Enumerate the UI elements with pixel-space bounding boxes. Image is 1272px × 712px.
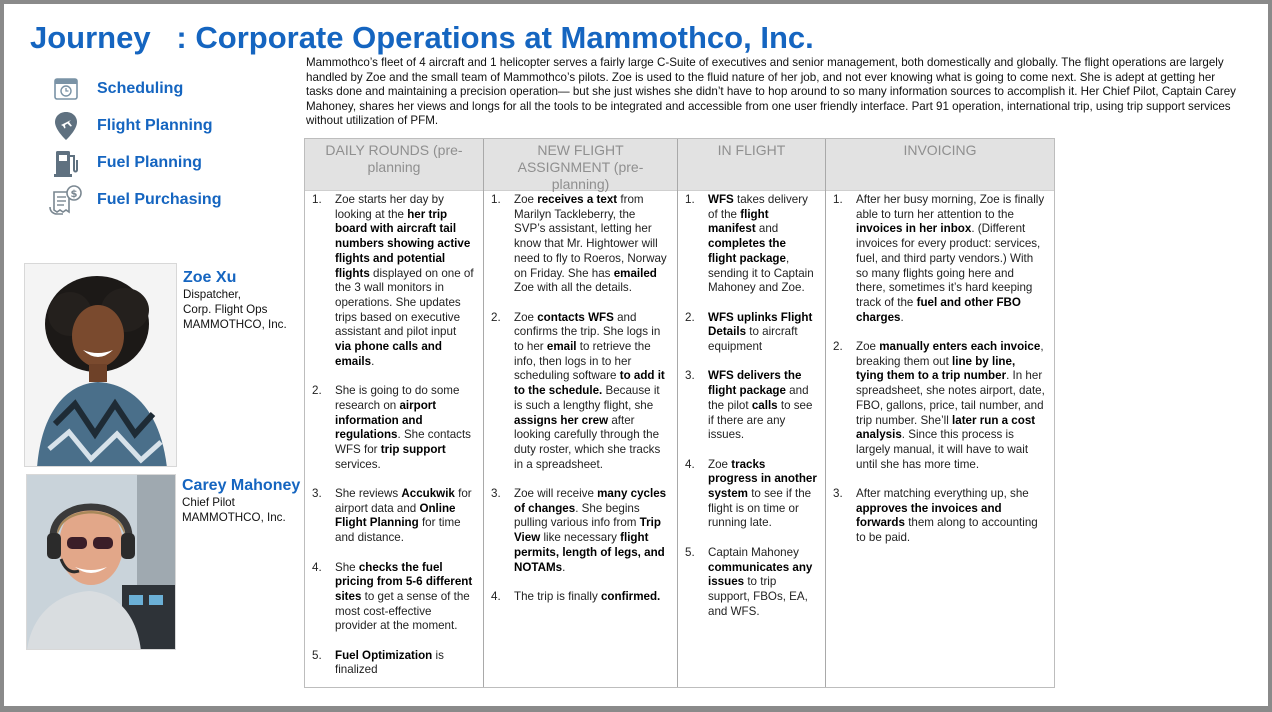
step-item: 2. Zoe manually enters each invoice, breaking them out line by line, tying them to a trip number. In her spreadsheet, she notes airport, date, FBO, gallons, price, tail number, and trip number. She’ll later run a cost analysis. Since this process is largely manual, it will have to wait until she has more time. — [833, 340, 1045, 471]
step-number: 4. — [685, 457, 695, 471]
persona-dept: Corp. Flight Ops — [183, 303, 268, 316]
emphasis-text: WFS delivers the flight package — [708, 369, 802, 398]
emphasis-text: checks the fuel pricing from 5-6 different sites — [335, 560, 473, 603]
step-item: 4. The trip is finally confirmed. — [491, 589, 661, 603]
step-number: 2. — [491, 310, 501, 324]
step-item: 5. Fuel Optimization is finalized — [312, 648, 444, 677]
persona-role: Dispatcher, — [183, 288, 241, 301]
step-item: 1. Zoe receives a text from Marilyn Tackleberry, the SVP’s assistant, letting her know that Mr. Hightower will need to fly to Roeros, Norway on Friday. She has emailed Zoe with all the details. — [491, 193, 667, 295]
step-number: 3. — [685, 369, 695, 383]
step-number: 1. — [833, 193, 843, 206]
column-header: INVOICING — [826, 139, 1054, 191]
step-item: 3. Zoe will receive many cycles of changes. She begins pulling various info from Trip View like necessary flight permits, length of legs, and NOTAMs. — [491, 487, 667, 574]
receipt-dollar-icon — [48, 184, 84, 216]
step-number: 5. — [312, 648, 322, 662]
step-list — [826, 191, 1054, 546]
emphasis-text: trip support — [380, 442, 446, 456]
emphasis-text: invoices in her inbox — [856, 222, 972, 236]
step-number: 3. — [491, 487, 501, 501]
emphasis-text: Fuel Optimization — [335, 648, 433, 662]
column-header: NEW FLIGHT ASSIGNMENT (pre-planning) — [484, 139, 677, 191]
step-number: 3. — [833, 487, 843, 501]
emphasis-text: email — [546, 340, 577, 354]
emphasis-text: many cycles of changes — [514, 487, 667, 515]
step-item: 2. Zoe contacts WFS and confirms the trip. She logs in to her email to retrieve the info, then logs in to her scheduling software to add it to the schedule. Because it is such a lengthy flight, she assigns her crew after looking carefully through the duty roster, which she tracks in a spreadsheet. — [491, 310, 665, 471]
calendar-clock-icon — [48, 73, 84, 105]
step-item: 3. WFS delivers the flight package and the pilot calls to see if there are any issues. — [685, 369, 813, 442]
step-list — [305, 191, 483, 678]
emphasis-text: manually enters each invoice — [879, 340, 1041, 354]
nav-label: Flight Planning — [97, 116, 213, 134]
emphasis-text: line by line, tying them to a trip number — [856, 354, 1016, 383]
emphasis-text: Trip View — [514, 516, 661, 545]
emphasis-text: later run a cost analysis — [856, 413, 1036, 442]
nav-item-flight-planning[interactable] — [48, 107, 288, 144]
svg-text:$: $ — [70, 188, 78, 200]
column-in-flight — [677, 139, 825, 687]
emphasis-text: assigns her crew — [514, 413, 609, 427]
step-number: 3. — [312, 487, 322, 501]
emphasis-text: fuel and other FBO charges — [856, 295, 1021, 324]
column-daily-rounds — [305, 139, 483, 687]
step-item: 5. Captain Mahoney communicates any issues to trip support, FBOs, EA, and WFS. — [685, 545, 813, 618]
step-item: 2. WFS uplinks Flight Details to aircraft equipment — [685, 310, 813, 354]
emphasis-text: calls — [751, 398, 778, 412]
step-number: 4. — [491, 589, 501, 603]
step-item: 3. She reviews Accukwik for airport data and Online Flight Planning for time and distance. — [312, 487, 472, 545]
emphasis-text: contacts WFS — [537, 310, 614, 324]
emphasis-text: WFS uplinks Flight Details — [708, 310, 813, 339]
persona-name: Carey Mahoney — [182, 477, 301, 494]
column-invoicing — [825, 139, 1054, 687]
step-item: 4. Zoe tracks progress in another system to see if the flight is on time or running late. — [685, 457, 817, 530]
emphasis-text: flight manifest — [708, 207, 769, 236]
step-number: 1. — [312, 193, 322, 206]
emphasis-text: approves the invoices and forwards — [856, 501, 1002, 530]
persona-info — [182, 476, 302, 525]
emphasis-text: via phone calls and emails — [335, 340, 442, 368]
emphasis-text: her trip board with aircraft tail numbers showing active flights and potential flights — [335, 207, 471, 280]
step-number: 5. — [685, 545, 695, 559]
journey-nav — [48, 70, 288, 218]
step-number: 2. — [685, 310, 695, 324]
nav-label: Fuel Purchasing — [97, 190, 222, 208]
step-item: 2. She is going to do some research on airport information and regulations. She contacts WFS for trip support services. — [312, 384, 471, 471]
step-item: 1. After her busy morning, Zoe is finally able to turn her attention to the invoices in her inbox. (Different invoices for every product: services, fuel, and third party vendors.) With so many flights going here and there, sometimes it’s hard keeping track of the fuel and other FBO charges. — [833, 193, 1045, 324]
step-number: 1. — [685, 193, 695, 206]
persona-name: Zoe Xu — [183, 269, 237, 286]
nav-label: Fuel Planning — [97, 153, 202, 171]
emphasis-text: flight permits, length of legs, and NOTAMs — [514, 531, 665, 574]
emphasis-text: receives a text — [537, 193, 618, 206]
step-item: 1. Zoe starts her day by looking at the her trip board with aircraft tail numbers showing active flights and potential flights displayed on one of the 3 wall monitors in operations. She updates trips based on executive assistant and pilot input via phone calls and emails. — [312, 193, 474, 368]
nav-item-fuel-planning[interactable] — [48, 144, 288, 181]
emphasis-text: communicates any issues — [708, 560, 813, 589]
emphasis-text: confirmed. — [600, 589, 661, 603]
intro-paragraph: Mammothco’s fleet of 4 aircraft and 1 helicopter serves a fairly large C-Suite of executives and senior management, both domestically and globally. The flight operations are largely handled by Zoe and the small team of Mammothco’s pilots. Zoe is used to the fluid nature of her job, and not ever knowing what is going to come next. She is adept at getting her tasks done and maintaining a precision operation— but she just wishes she didn’t have to hop around to so many information sources to accomplish it. Her Chief Pilot, Captain Carey Mahoney, shares her views and longs for all the tools to be integrated and accessible from one user friendly interface. Part 91 operation, international trip, using trip support services without utilization of PFM. — [306, 56, 1236, 128]
column-header: IN FLIGHT — [678, 139, 825, 191]
step-number: 2. — [312, 384, 322, 398]
carey-avatar — [26, 474, 176, 650]
emphasis-text: Online Flight Planning — [335, 501, 456, 530]
step-item: 1. WFS takes delivery of the flight manifest and completes the flight package, sending it to Captain Mahoney and Zoe. — [685, 193, 814, 295]
emphasis-text: tracks progress in another system — [708, 457, 817, 501]
step-number: 1. — [491, 193, 501, 206]
emphasis-text: WFS — [708, 193, 734, 206]
fuel-pump-icon — [48, 147, 84, 179]
journey-table — [304, 138, 1055, 688]
emphasis-text: to add it to the schedule. — [514, 369, 665, 398]
page-title: Journey : Corporate Operations at Mammothco, Inc. — [30, 20, 814, 55]
persona-info — [183, 268, 303, 332]
zoe-avatar — [24, 263, 177, 467]
nav-item-fuel-purchasing[interactable] — [48, 181, 288, 218]
step-item: 4. She checks the fuel pricing from 5-6 different sites to get a sense of the most cost-effective provider at the moment. — [312, 560, 473, 633]
persona-company: MAMMOTHCO, Inc. — [183, 318, 287, 331]
persona-role: Chief Pilot — [182, 496, 235, 509]
emphasis-text: emailed — [613, 266, 657, 280]
emphasis-text: Accukwik — [401, 487, 455, 501]
step-number: 2. — [833, 340, 843, 354]
nav-item-scheduling[interactable] — [48, 70, 288, 107]
column-new-flight-assignment — [483, 139, 677, 687]
map-pin-plane-icon — [48, 110, 84, 142]
column-header: DAILY ROUNDS (pre-planning — [305, 139, 483, 191]
step-number: 4. — [312, 560, 322, 574]
slide — [4, 4, 1268, 706]
nav-label: Scheduling — [97, 79, 184, 97]
step-list — [484, 191, 677, 605]
step-item: 3. After matching everything up, she approves the invoices and forwards them along to accounting to be paid. — [833, 487, 1038, 545]
emphasis-text: airport information and regulations — [335, 398, 437, 442]
emphasis-text: completes the flight package — [708, 237, 786, 265]
persona-company: MAMMOTHCO, Inc. — [182, 511, 286, 524]
step-list — [678, 191, 825, 619]
